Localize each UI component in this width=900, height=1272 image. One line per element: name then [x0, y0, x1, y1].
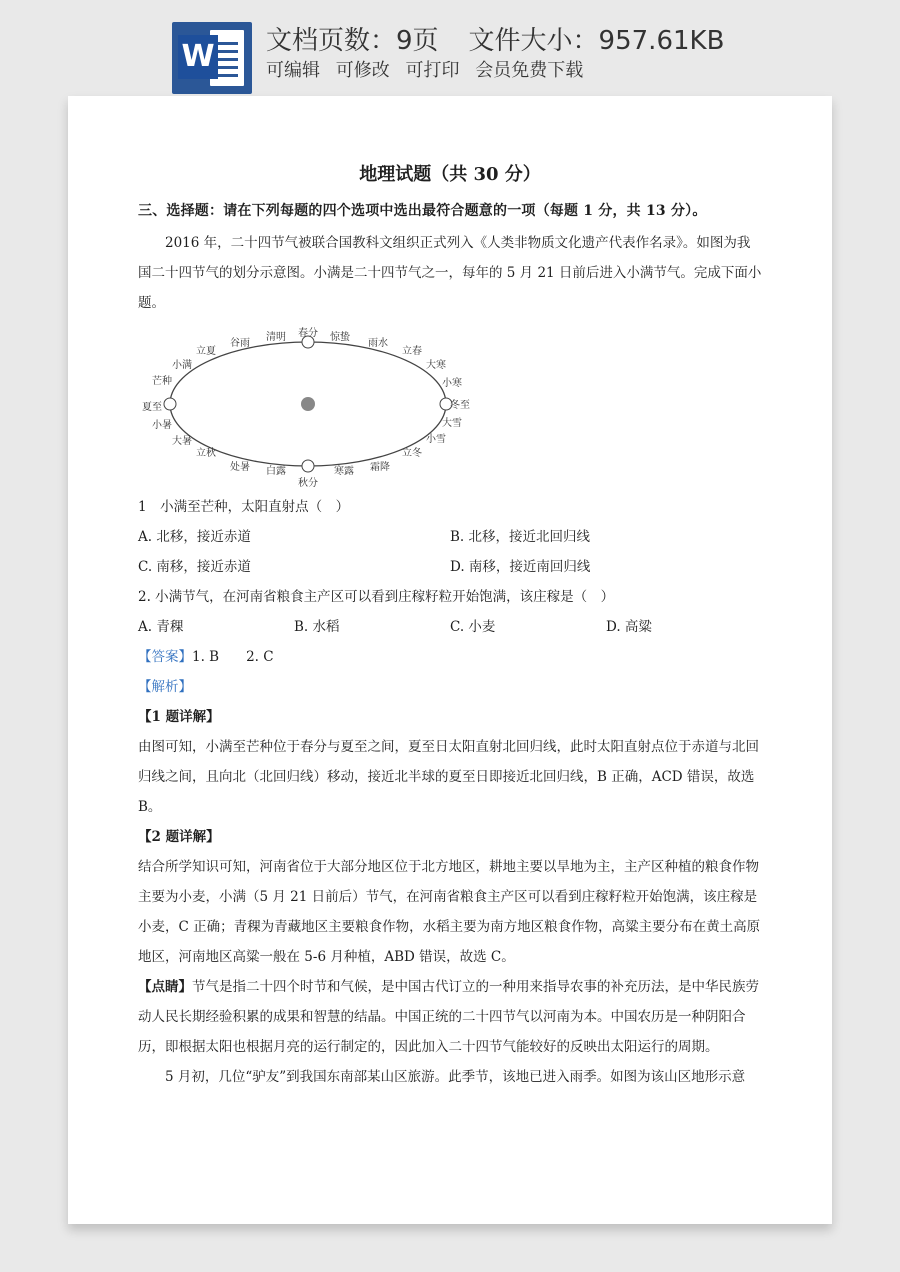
- q1-option-d: D. 南移，接近南回归线: [450, 559, 591, 575]
- earth-qiufen-icon: [302, 460, 314, 472]
- orbit-svg: [138, 324, 478, 484]
- question-2: 2. 小满节气，在河南省粮食主产区可以看到庄稼籽粒开始饱满，该庄稼是（ ）: [138, 589, 615, 605]
- intro-paragraph: 2016 年，二十四节气被联合国教科文组织正式列入《人类非物质文化遗产代表作名录》。如图为我国二十四节气的划分示意图。小满是二十四节气之一，每年的 5 月 21 日前后进入小满节气。完成下面小题。: [138, 235, 762, 311]
- word-document-icon: [172, 22, 252, 94]
- term-lidong: 立冬: [402, 448, 422, 459]
- answer-line: [138, 642, 762, 672]
- sun-icon: [301, 397, 315, 411]
- feature-list: [266, 56, 593, 82]
- q1-option-b: B. 北移，接近北回归线: [450, 529, 591, 545]
- term-mangzhong: 芒种: [152, 376, 172, 387]
- term-xiaoxue: 小雪: [426, 434, 446, 445]
- term-dongzhi: 冬至: [450, 400, 470, 411]
- question-1: [138, 492, 762, 522]
- term-chunfen: 春分: [298, 328, 318, 339]
- question-1-options-row2: [138, 552, 762, 582]
- term-qiufen: 秋分: [298, 478, 318, 489]
- point-paragraph: [138, 972, 762, 1062]
- term-shuangjiang: 霜降: [370, 462, 390, 473]
- question-1-options: [138, 522, 762, 552]
- earth-xiazhi-icon: [164, 398, 176, 410]
- term-bailu: 白露: [266, 466, 286, 477]
- term-dashu: 大暑: [172, 436, 192, 447]
- solar-terms-diagram: [138, 324, 478, 489]
- term-xiaoshu: 小暑: [152, 420, 172, 431]
- point-tag: 【点睛】: [138, 979, 192, 995]
- feature-printable: 可打印: [405, 60, 460, 81]
- section-heading: 三、选择题：请在下列每题的四个选项中选出最符合题意的一项（每题 1 分，共 13 分）。: [138, 203, 707, 219]
- term-jingzhe: 惊蛰: [330, 332, 350, 343]
- term-lixia: 立夏: [196, 346, 216, 357]
- next-question-intro: 5 月初，几位“驴友”到我国东南部某山区旅游。此季节，该地已进入雨季。如图为该山区地形示意: [165, 1069, 746, 1085]
- document-page: [68, 96, 832, 1224]
- q1-option-c: C. 南移，接近赤道: [138, 559, 251, 575]
- question-1-number: 1: [138, 499, 147, 515]
- term-hanlu: 寒露: [334, 466, 354, 477]
- answer-tag: 【答案】: [138, 649, 192, 665]
- question-1-text: 小满至芒种，太阳直射点（ ）: [160, 499, 350, 515]
- term-liqiu: 立秋: [196, 448, 216, 459]
- term-chushu: 处暑: [230, 462, 250, 473]
- word-icon-letter: W: [178, 35, 218, 79]
- q2-option-d: D. 高粱: [606, 619, 652, 635]
- q1-option-a: A. 北移，接近赤道: [138, 529, 251, 545]
- feature-modifiable: 可修改: [335, 60, 390, 81]
- detail-1-text: 由图可知，小满至芒种位于春分与夏至之间，夏至日太阳直射北回归线，此时太阳直射点位于赤道与北回归线之间，且向北（北回归线）移动，接近北半球的夏至日即接近北回归线，B 正确，ACD 错误，故选 B。: [138, 739, 759, 815]
- analysis-tag: 【解析】: [138, 679, 192, 695]
- term-guyu: 谷雨: [230, 338, 250, 349]
- term-xiaoman: 小满: [172, 360, 192, 371]
- download-header: [0, 0, 900, 96]
- q2-option-a: A. 青稞: [138, 619, 184, 635]
- answer-text: 1. B 2. C: [192, 649, 274, 665]
- term-daxue: 大雪: [442, 418, 462, 429]
- detail-2-text: 结合所学知识可知，河南省位于大部分地区位于北方地区，耕地主要以旱地为主，主产区种植的粮食作物主要为小麦，小满（5 月 21 日前后）节气，在河南省粮食主产区可以看到庄稼籽粒开始饱满，该庄稼是小麦，C 正确；青稞为青藏地区主要粮食作物，水稻主要为南方地区粮食作物，高粱主要分布在黄土高原地区，河南地区高粱一般在 5-6 月种植，ABD 错误，故选 C。: [138, 859, 761, 965]
- term-lichun: 立春: [402, 346, 422, 357]
- q2-option-c: C. 小麦: [450, 619, 496, 635]
- file-info: [266, 20, 724, 57]
- page-count: 文档页数：9页: [266, 26, 439, 56]
- term-qingming: 清明: [266, 332, 286, 343]
- page-title: 地理试题（共 30 分）: [359, 164, 541, 185]
- detail-1-tag: 【1 题详解】: [138, 709, 220, 725]
- term-xiazhi: 夏至: [142, 402, 162, 413]
- feature-editable: 可编辑: [266, 60, 320, 81]
- term-dahan: 大寒: [426, 360, 446, 371]
- term-yushui: 雨水: [368, 338, 388, 349]
- feature-member-download: 会员免费下载: [475, 60, 584, 81]
- file-size: 文件大小：957.61KB: [468, 26, 725, 56]
- term-xiaohan: 小寒: [442, 378, 462, 389]
- question-2-options: [138, 612, 762, 642]
- point-text: 节气是指二十四个时节和气候，是中国古代订立的一种用来指导农事的补充历法，是中华民族劳动人民长期经验积累的成果和智慧的结晶。中国正统的二十四节气以河南为本。中国农历是一种阴阳合历，即根据太阳也根据月亮的运行制定的，因此加入二十四节气能较好的反映出太阳运行的周期。: [138, 979, 759, 1055]
- document-content: [138, 160, 762, 1092]
- detail-2-tag: 【2 题详解】: [138, 829, 220, 845]
- q2-option-b: B. 水稻: [294, 619, 340, 635]
